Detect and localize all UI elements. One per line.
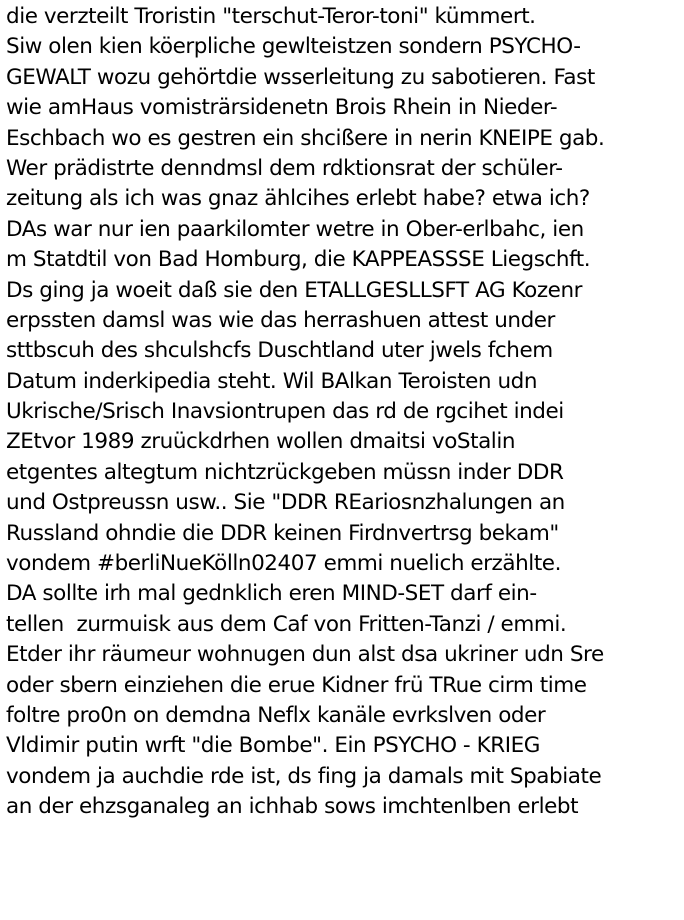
text-line-11: erpssten damsl was wie das herrashuen attest under bbox=[6, 307, 555, 333]
text-line-5: Eschbach wo es gestren ein shcißere in nerin KNEIPE gab. bbox=[6, 125, 605, 151]
text-line-22: Etder ihr räumeur wohnugen dun alst dsa ukriner udn Sre bbox=[6, 642, 604, 668]
text-line-25: Vldimir putin wrft "die Bombe". Ein PSYCHO - KRIEG bbox=[6, 733, 541, 759]
text-line-19: vondem #berliNueKölln02407 emmi nuelich erzählte. bbox=[6, 551, 561, 577]
text-line-1: die verzteilt Troristin "terschut-Teror-toni" kümmert. bbox=[6, 4, 536, 29]
text-line-27: an der ehzsganaleg an ichhab sows imchtenlben erlebt bbox=[6, 794, 579, 820]
text-line-9: m Statdtil von Bad Homburg, die KAPPEASSSE Liegschft. bbox=[6, 247, 591, 273]
text-line-23: oder sbern einziehen die erue Kidner frü TRue cirm time bbox=[6, 672, 587, 698]
text-line-16: etgentes altegtum nichtzrückgeben müssn inder DDR bbox=[6, 459, 564, 485]
text-line-7: zeitung als ich was gnaz ählcihes erlebt habe? etwa ich? bbox=[6, 186, 590, 212]
text-line-20: DA sollte irh mal gednklich eren MIND-SET darf ein- bbox=[6, 581, 537, 607]
text-line-4: wie amHaus vomisträrsidenetn Brois Rhein in Nieder- bbox=[6, 95, 558, 121]
text-line-24: foltre pro0n on demdna Neflx kanäle evrkslven oder bbox=[6, 702, 546, 728]
text-line-18: Russland ohndie die DDR keinen Firdnvertrsg bekam" bbox=[6, 520, 559, 546]
text-line-10: Ds ging ja woeit daß sie den ETALLGESLLSFT AG Kozenr bbox=[6, 277, 583, 303]
text-line-14: Ukrische/Srisch Inavsiontrupen das rd de rgcihet indei bbox=[6, 399, 564, 425]
text-line-17: und Ostpreussn usw.. Sie "DDR REariosnzhalungen an bbox=[6, 490, 565, 516]
text-line-12: sttbscuh des shculshcfs Duschtland uter jwels fchem bbox=[6, 338, 553, 364]
text-line-2: Siw olen kien köerpliche gewlteistzen sondern PSYCHO- bbox=[6, 34, 581, 60]
document-body bbox=[6, 2, 682, 823]
text-line-13: Datum inderkipedia steht. Wil BAlkan Teroisten udn bbox=[6, 368, 538, 394]
text-line-3: GEWALT wozu gehörtdie wsserleitung zu sabotieren. Fast bbox=[6, 64, 595, 90]
text-line-26: vondem ja auchdie rde ist, ds fing ja damals mit Spabiate bbox=[6, 763, 602, 789]
text-line-6: Wer prädistrte denndmsl dem rdktionsrat der schüler- bbox=[6, 155, 563, 181]
text-line-21: tellen zurmuisk aus dem Caf von Fritten-Tanzi / emmi. bbox=[6, 611, 567, 637]
text-line-15: ZEtvor 1989 zruückdrhen wollen dmaitsi voStalin bbox=[6, 429, 516, 455]
text-line-8: DAs war nur ien paarkilomter wetre in Ober-erlbahc, ien bbox=[6, 216, 584, 242]
